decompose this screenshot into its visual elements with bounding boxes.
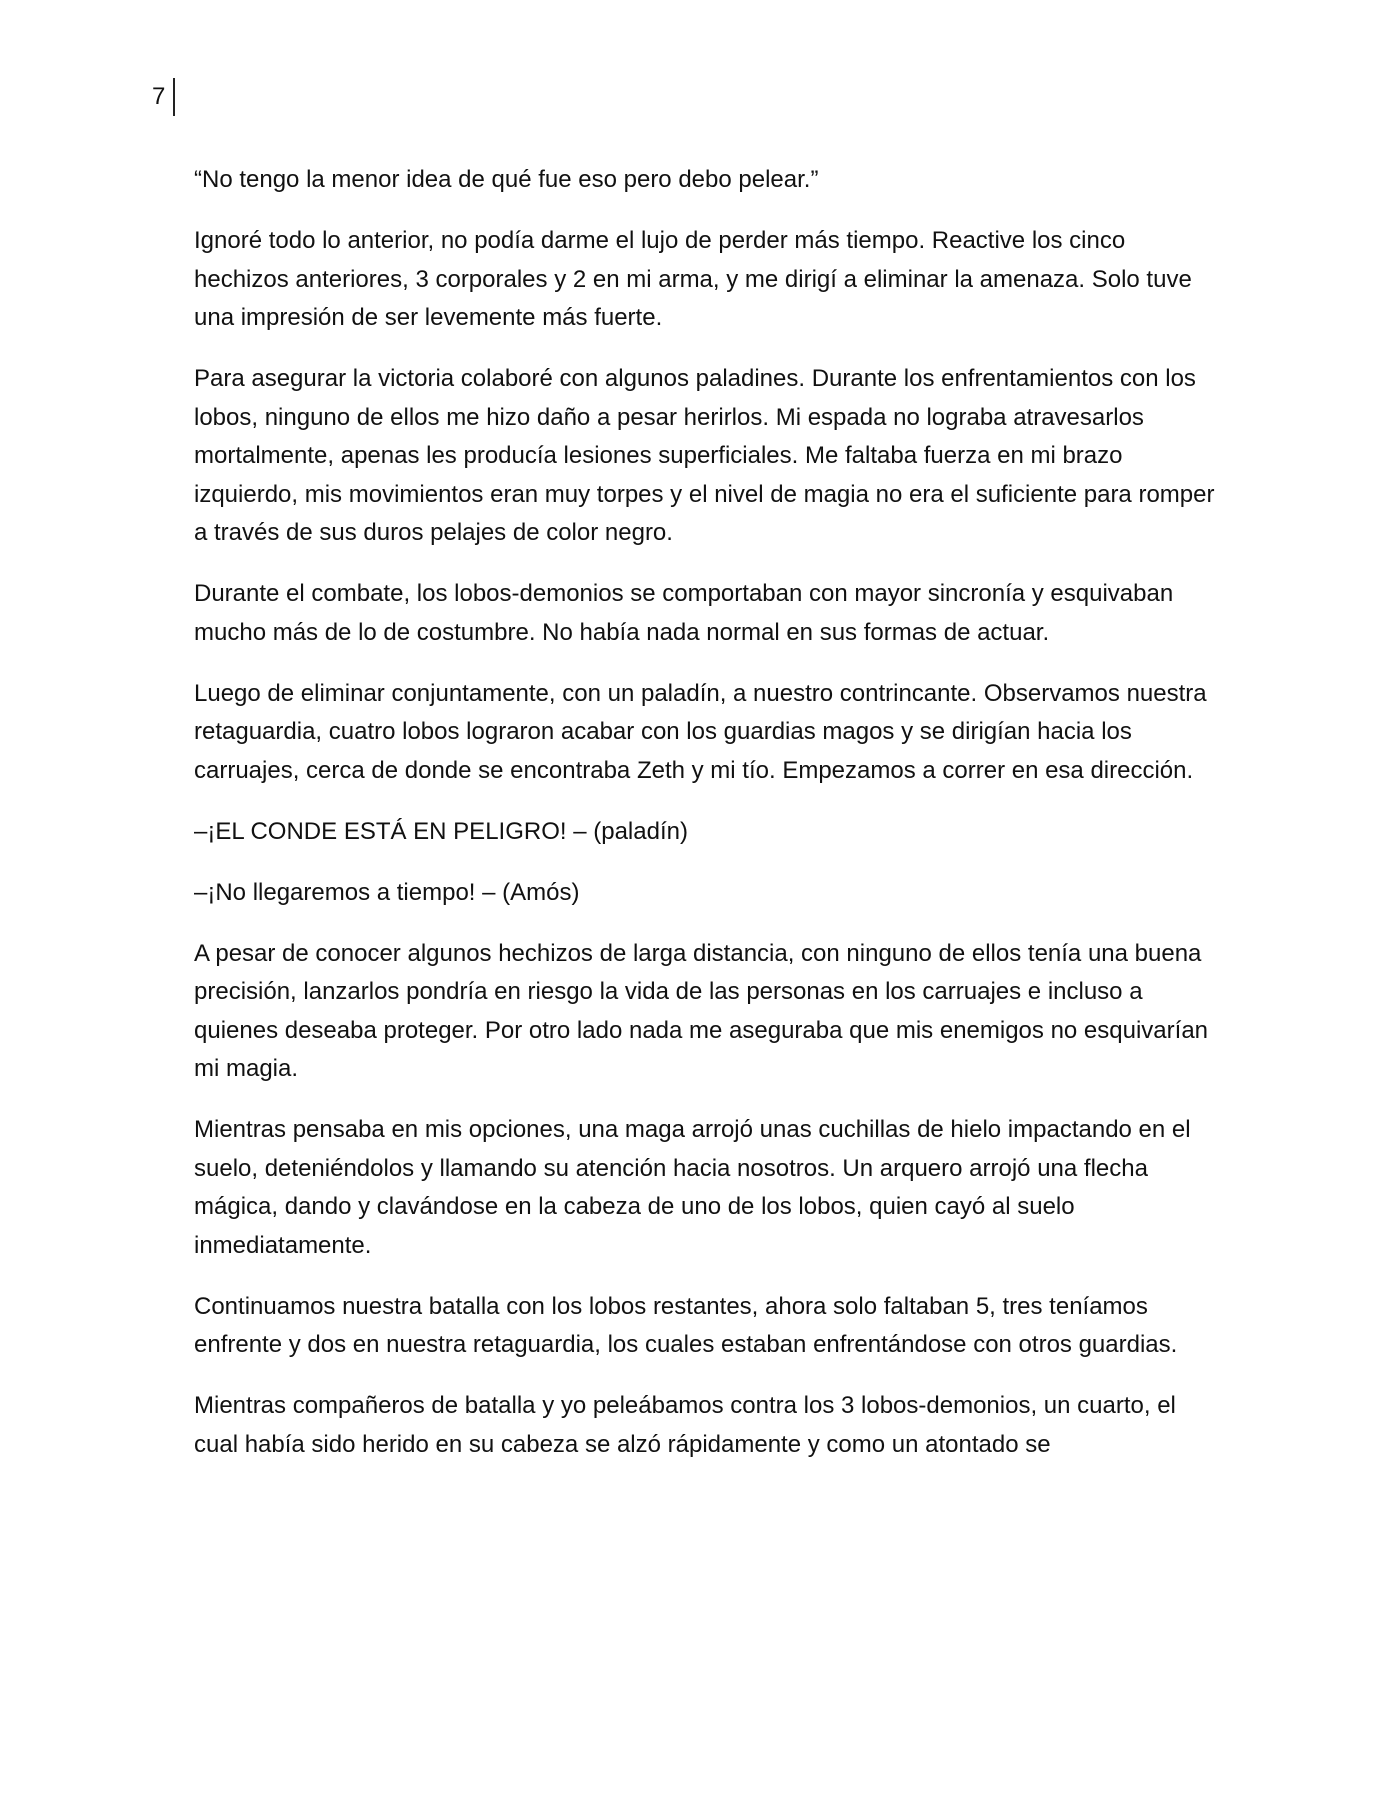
paragraph: Mientras pensaba en mis opciones, una maga arrojó unas cuchillas de hielo impactando en el suelo, deteniéndolos y llamando su atención hacia nosotros. Un arquero arrojó una flecha mágica, dando y clavándose en la cabeza de uno de los lobos, quien cayó al suelo inmediatamente. bbox=[194, 1116, 1191, 1259]
paragraph: Durante el combate, los lobos-demonios se comportaban con mayor sincronía y esquivaban mucho más de lo de costumbre. No había nada normal en sus formas de actuar. bbox=[194, 580, 1174, 646]
document-body bbox=[194, 161, 1224, 1487]
paragraph: Para asegurar la victoria colaboré con algunos paladines. Durante los enfrentamientos con los lobos, ninguno de ellos me hizo daño a pesar herirlos. Mi espada no lograba atravesarlos mortalmente, apenas les producía lesiones superficiales. Me faltaba fuerza en mi brazo izquierdo, mis movimientos eran muy torpes y el nivel de magia no era el suficiente para romper a través de sus duros pelajes de color negro. bbox=[194, 365, 1215, 546]
paragraph: Mientras compañeros de batalla y yo peleábamos contra los 3 lobos-demonios, un cuarto, el cual había sido herido en su cabeza se alzó rápidamente y como un atontado se bbox=[194, 1392, 1176, 1458]
paragraph: Luego de eliminar conjuntamente, con un paladín, a nuestro contrincante. Observamos nuestra retaguardia, cuatro lobos lograron acabar con los guardias magos y se dirigían hacia los carruajes, cerca de donde se encontraba Zeth y mi tío. Empezamos a correr en esa dirección. bbox=[194, 679, 1207, 784]
paragraph: A pesar de conocer algunos hechizos de larga distancia, con ninguno de ellos tenía una buena precisión, lanzarlos pondría en riesgo la vida de las personas en los carruajes e incluso a quienes deseaba proteger. Por otro lado nada me aseguraba que mis enemigos no esquivarían mi magia. bbox=[194, 939, 1209, 1082]
page-header bbox=[152, 78, 175, 116]
page-number: 7 bbox=[152, 83, 166, 110]
dialogue-line: –¡EL CONDE ESTÁ EN PELIGRO! – (paladín) bbox=[194, 817, 688, 845]
paragraph: Continuamos nuestra batalla con los lobos restantes, ahora solo faltaban 5, tres teníamos enfrente y dos en nuestra retaguardia, los cuales estaban enfrentándose con otros guardias. bbox=[194, 1292, 1178, 1358]
paragraph: “No tengo la menor idea de qué fue eso pero debo pelear.” bbox=[194, 166, 819, 193]
paragraph: Ignoré todo lo anterior, no podía darme el lujo de perder más tiempo. Reactive los cinco hechizos anteriores, 3 corporales y 2 en mi arma, y me dirigí a eliminar la amenaza. Solo tuve una impresión de ser levemente más fuerte. bbox=[194, 227, 1192, 331]
dialogue-line: –¡No llegaremos a tiempo! – (Amós) bbox=[194, 878, 580, 906]
header-divider bbox=[173, 78, 175, 116]
